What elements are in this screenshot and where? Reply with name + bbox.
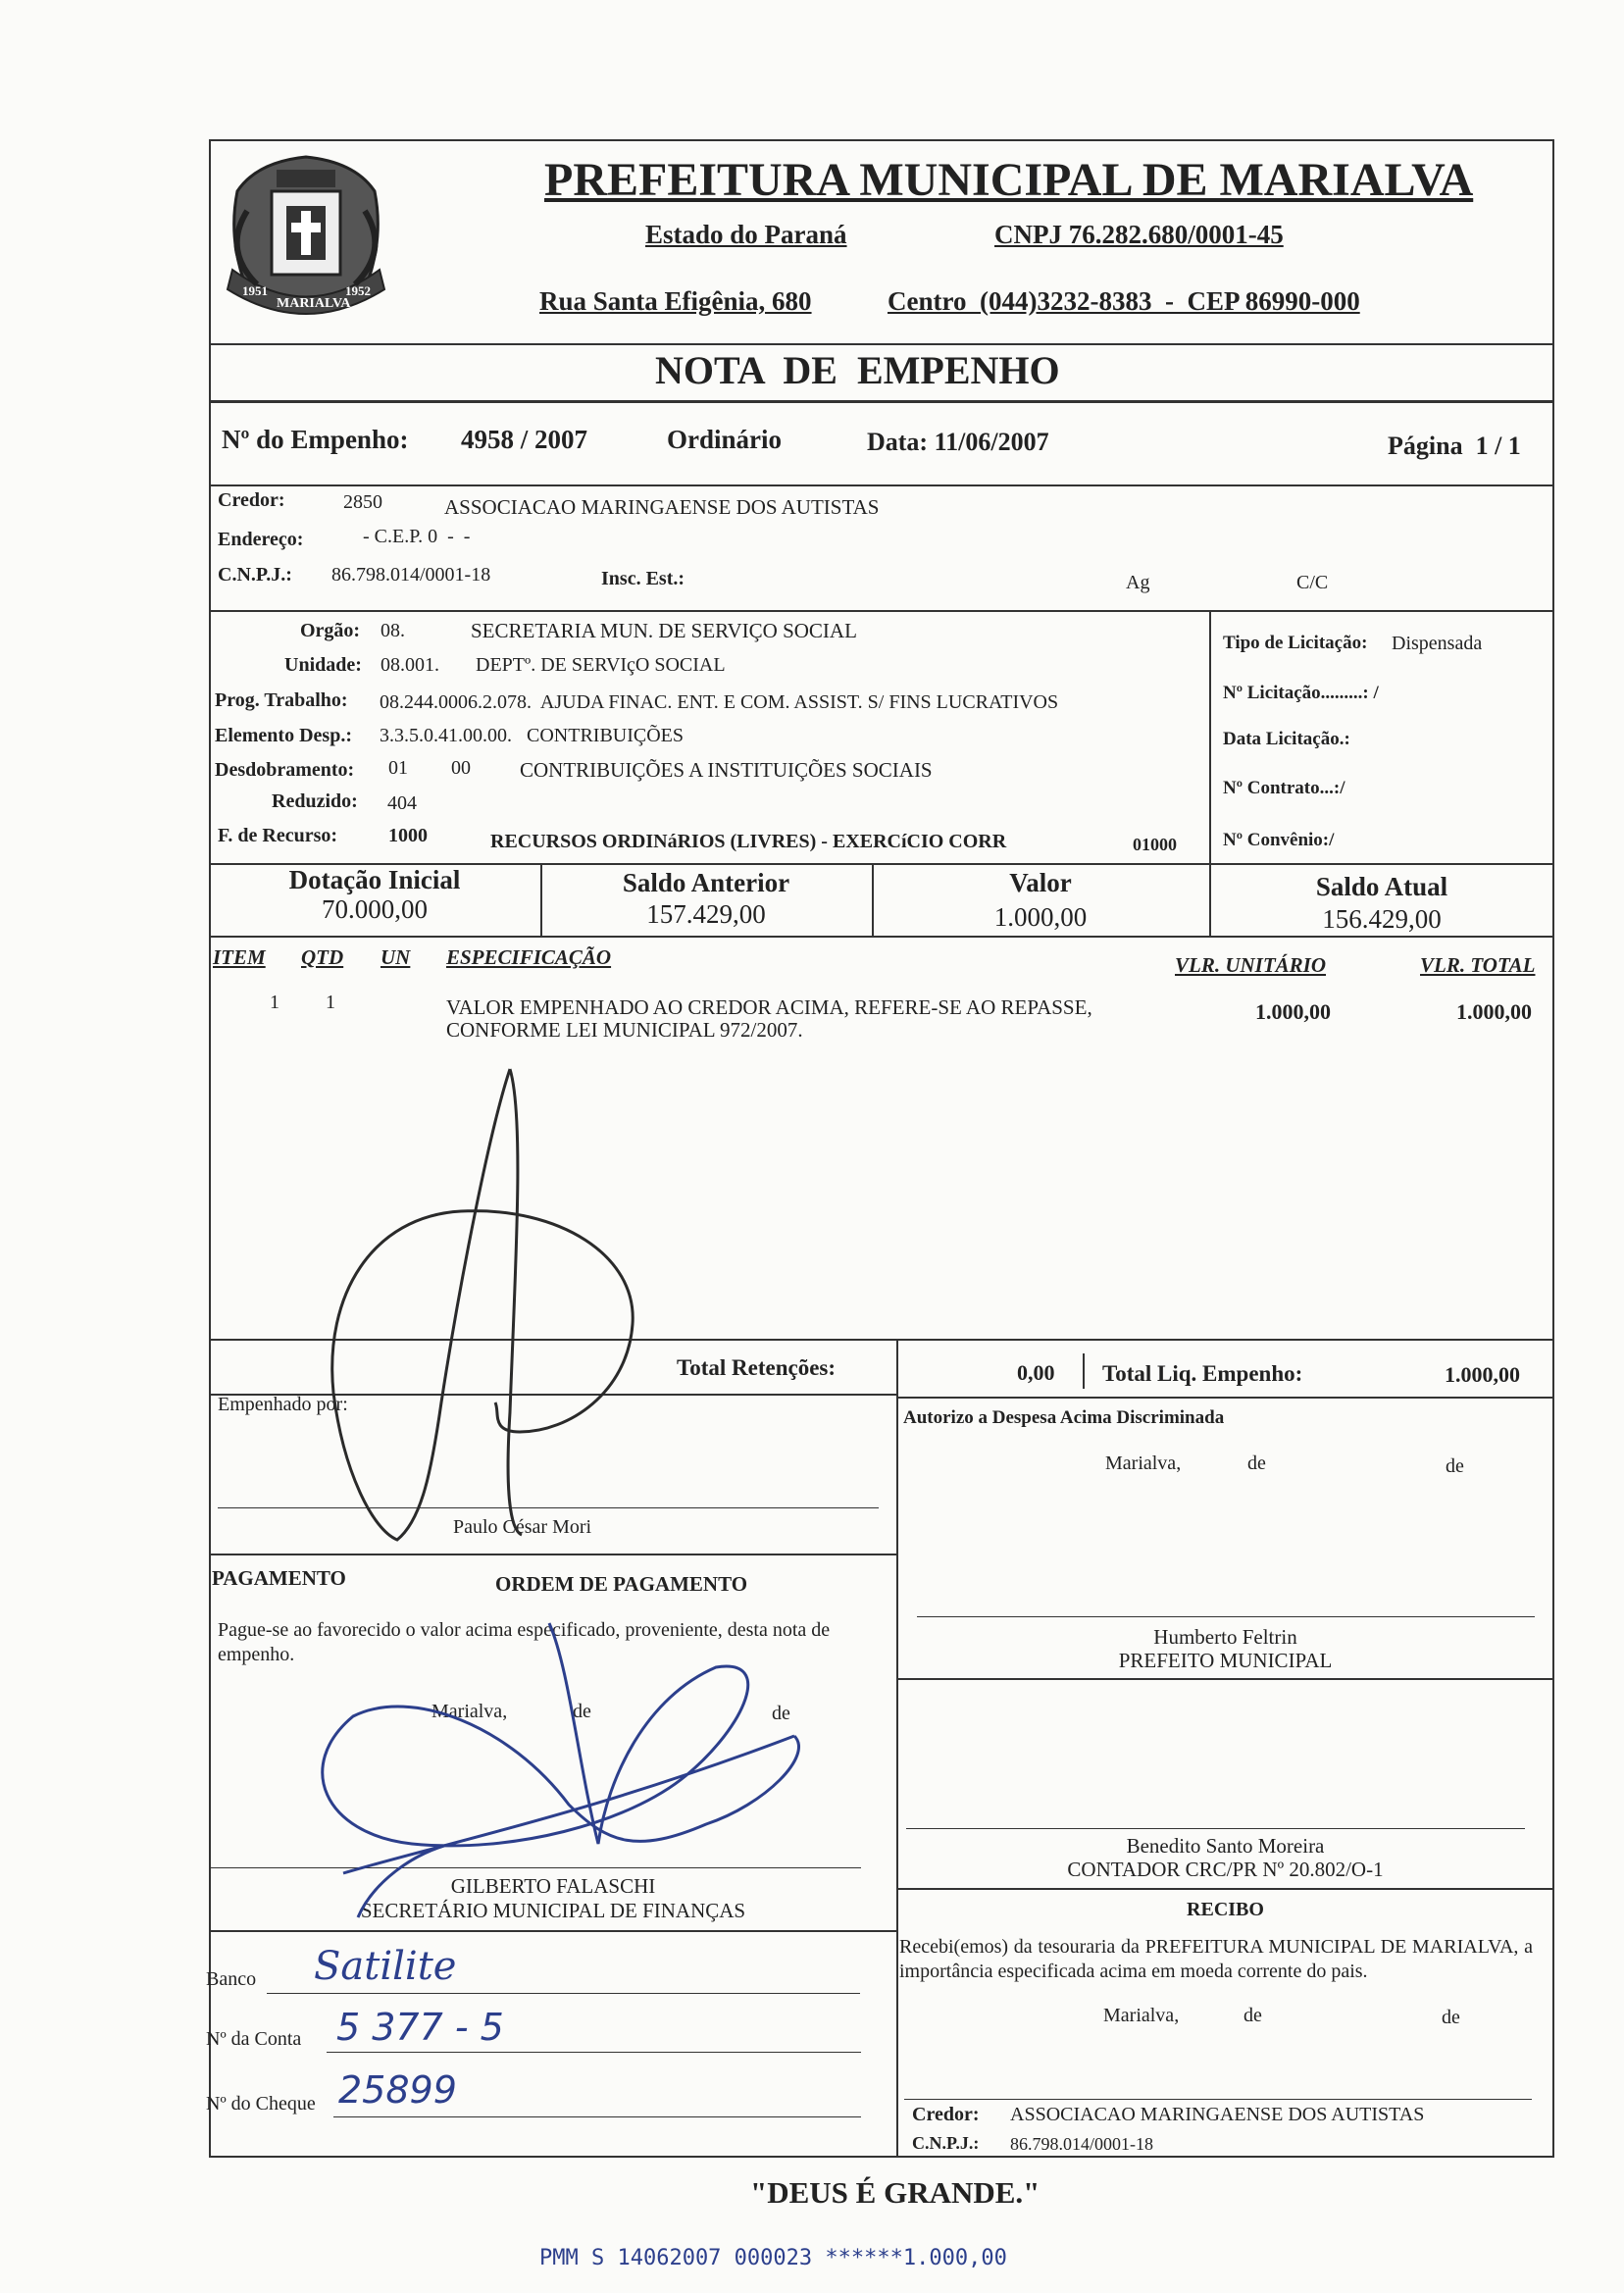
- banco-value: Satilite: [314, 1944, 457, 1989]
- divider: [896, 1339, 898, 1394]
- unidade-label: Unidade:: [284, 654, 362, 676]
- divider: [209, 1554, 897, 1555]
- contador-name: Benedito Santo Moreira: [1126, 1834, 1325, 1858]
- divider: [209, 343, 1554, 345]
- item-number: 1: [270, 992, 279, 1013]
- endereco-label: Endereço:: [218, 529, 304, 550]
- prefeito-role: PREFEITO MUNICIPAL: [1118, 1649, 1333, 1672]
- recibo-cnpj-value: 86.798.014/0001-18: [1010, 2134, 1153, 2154]
- empenho-label: Nº do Empenho:: [222, 425, 409, 454]
- numero-convenio: Nº Convênio:/: [1223, 830, 1335, 850]
- signature-line: [210, 1867, 861, 1868]
- col-vlr-unitario: VLR. UNITÁRIO: [1175, 953, 1327, 977]
- municipal-seal: [218, 152, 394, 333]
- contador-role: CONTADOR CRC/PR Nº 20.802/O-1: [1067, 1858, 1384, 1881]
- conta-label: Nº da Conta: [206, 2028, 302, 2050]
- doc-title: NOTA DE EMPENHO: [655, 348, 1060, 392]
- recurso-name: RECURSOS ORDINáRIOS (LIVRES) - EXERCíCIO CORR: [490, 831, 1007, 852]
- pagamento-city: Marialva,: [431, 1701, 508, 1722]
- autorizo-city: Marialva,: [1105, 1452, 1182, 1474]
- recibo-title: RECIBO: [1187, 1899, 1264, 1920]
- valor-label: Valor: [1009, 868, 1072, 897]
- data-licitacao: Data Licitação.:: [1223, 729, 1350, 749]
- total-retencoes-label: Total Retenções:: [677, 1355, 837, 1380]
- recibo-credor-label: Credor:: [912, 2104, 980, 2125]
- insc-est-label: Insc. Est.:: [601, 568, 685, 589]
- divider: [1083, 1353, 1085, 1389]
- dotacao-inicial-label: Dotação Inicial: [288, 865, 461, 894]
- ordem-pagamento-label: ORDEM DE PAGAMENTO: [495, 1572, 748, 1596]
- tipo-licitacao-value: Dispensada: [1392, 633, 1483, 654]
- empenhado-label: Empenhado por:: [218, 1394, 348, 1415]
- unidade-code: 08.001.: [381, 654, 439, 676]
- recibo-city: Marialva,: [1103, 2005, 1180, 2026]
- credor-cnpj-label: C.N.P.J.:: [218, 564, 292, 586]
- recurso-code: 1000: [388, 825, 428, 846]
- cheque-value: 25899: [338, 2068, 457, 2112]
- total-liq-label: Total Liq. Empenho:: [1102, 1361, 1303, 1386]
- signature-line: [218, 1507, 879, 1508]
- cc-label: C/C: [1296, 572, 1329, 593]
- divider: [209, 1930, 897, 1932]
- dotacao-inicial-value: 70.000,00: [322, 894, 428, 924]
- desdobramento-label: Desdobramento:: [215, 759, 355, 781]
- seal-year-left: 1951: [242, 283, 268, 298]
- tipo-licitacao-label: Tipo de Licitação:: [1223, 633, 1368, 653]
- divider: [896, 1394, 898, 2158]
- seal-year-right: 1952: [345, 283, 371, 298]
- recurso-code2: 01000: [1133, 835, 1177, 854]
- divider: [209, 400, 1554, 403]
- prefeito-name: Humberto Feltrin: [1153, 1625, 1297, 1649]
- empenho-number: 4958 / 2007: [461, 425, 588, 454]
- cheque-line: [333, 2116, 861, 2117]
- item-total-value: 1.000,00: [1456, 999, 1532, 1024]
- pagamento-label: PAGAMENTO: [212, 1566, 346, 1590]
- elemento-label: Elemento Desp.:: [215, 725, 352, 746]
- signature-line: [904, 2099, 1532, 2100]
- recibo-cnpj-label: C.N.P.J.:: [912, 2133, 980, 2153]
- empenhado-name: Paulo César Mori: [453, 1516, 592, 1538]
- seal-name: MARIALVA: [277, 296, 351, 311]
- desdobramento-b: 00: [451, 757, 471, 779]
- item-description-line1: VALOR EMPENHADO AO CREDOR ACIMA, REFERE-SE AO REPASSE,: [446, 995, 1092, 1019]
- reduzido-label: Reduzido:: [272, 790, 358, 812]
- recibo-de1: de: [1243, 2005, 1262, 2026]
- credor-cnpj-value: 86.798.014/0001-18: [331, 564, 491, 586]
- saldo-anterior-label: Saldo Anterior: [622, 868, 790, 897]
- desdobramento-name: CONTRIBUIÇÕES A INSTITUIÇÕES SOCIAIS: [520, 758, 933, 782]
- divider: [896, 1678, 1554, 1680]
- recibo-de2: de: [1442, 2007, 1460, 2028]
- divider: [209, 610, 1554, 612]
- recurso-label: F. de Recurso:: [218, 825, 338, 846]
- prog-trabalho-value: 08.244.0006.2.078. AJUDA FINAC. ENT. E COM. ASSIST. S/ FINS LUCRATIVOS: [380, 691, 1059, 713]
- pagamento-de2: de: [772, 1703, 790, 1724]
- item-description-line2: CONFORME LEI MUNICIPAL 972/2007.: [446, 1018, 803, 1042]
- page-number: Página 1 / 1: [1388, 432, 1521, 460]
- signature-line: [917, 1616, 1535, 1617]
- signature-line: [906, 1828, 1525, 1829]
- credor-name: ASSOCIACAO MARINGAENSE DOS AUTISTAS: [444, 495, 880, 519]
- page-title: PREFEITURA MUNICIPAL DE MARIALVA: [544, 154, 1474, 206]
- divider: [1209, 610, 1211, 863]
- orgao-label: Orgão:: [300, 620, 361, 641]
- credor-code: 2850: [343, 491, 382, 513]
- header-cnpj: CNPJ 76.282.680/0001-45: [994, 220, 1284, 249]
- conta-line: [327, 2052, 861, 2053]
- orgao-code: 08.: [381, 620, 405, 641]
- col-qtd: QTD: [301, 945, 344, 969]
- footer-stamp: PMM S 14062007 000023 ******1.000,00: [539, 2246, 1007, 2270]
- reduzido-value: 404: [387, 792, 417, 814]
- item-qtd: 1: [326, 992, 335, 1013]
- pagamento-text: Pague-se ao favorecido o valor acima especificado, proveniente, desta nota de empenho.: [218, 1619, 831, 1665]
- col-item: ITEM: [213, 945, 266, 969]
- empenho-type: Ordinário: [667, 425, 783, 454]
- divider: [896, 1397, 1554, 1399]
- saldo-atual-value: 156.429,00: [1322, 904, 1442, 934]
- endereco-value: - C.E.P. 0 - -: [363, 526, 471, 547]
- recibo-credor-value: ASSOCIACAO MARINGAENSE DOS AUTISTAS: [1010, 2104, 1425, 2125]
- saldo-atual-label: Saldo Atual: [1315, 872, 1448, 901]
- col-un: UN: [381, 945, 411, 969]
- unidade-name: DEPTº. DE SERVIçO SOCIAL: [476, 654, 726, 676]
- col-especificacao: ESPECIFICAÇÃO: [446, 945, 612, 969]
- recibo-text: Recebi(emos) da tesouraria da PREFEITURA MUNICIPAL DE MARIALVA, a importância especificada acima em moeda corrente do pais.: [899, 1936, 1533, 1982]
- prog-trabalho-label: Prog. Trabalho:: [215, 689, 348, 711]
- elemento-value: 3.3.5.0.41.00.00. CONTRIBUIÇÕES: [380, 725, 685, 746]
- header-address: Rua Santa Efigênia, 680: [539, 286, 812, 316]
- pagamento-de1: de: [573, 1701, 591, 1722]
- credor-label: Credor:: [218, 489, 285, 511]
- divider: [209, 936, 1554, 938]
- col-vlr-total: VLR. TOTAL: [1420, 953, 1536, 977]
- secretario-role: SECRETÁRIO MUNICIPAL DE FINANÇAS: [360, 1899, 746, 1922]
- divider: [209, 1339, 1554, 1341]
- banco-line: [267, 1993, 860, 1994]
- total-liq-value: 1.000,00: [1445, 1362, 1520, 1387]
- empenho-date: Data: 11/06/2007: [867, 428, 1049, 456]
- state-label: Estado do Paraná: [645, 220, 847, 249]
- orgao-name: SECRETARIA MUN. DE SERVIÇO SOCIAL: [471, 619, 857, 642]
- header-address-rest: Centro (044)3232-8383 - CEP 86990-000: [888, 286, 1360, 316]
- autorizo-de2: de: [1446, 1455, 1464, 1477]
- divider: [209, 484, 1554, 486]
- ag-label: Ag: [1126, 572, 1150, 593]
- secretario-name: GILBERTO FALASCHI: [450, 1874, 656, 1898]
- saldo-anterior-value: 157.429,00: [646, 899, 766, 929]
- desdobramento-a: 01: [388, 757, 408, 779]
- autorizo-label: Autorizo a Despesa Acima Discriminada: [903, 1407, 1225, 1428]
- numero-contrato: Nº Contrato...:/: [1223, 778, 1345, 798]
- total-retencoes-value: 0,00: [1017, 1360, 1055, 1385]
- divider: [896, 1888, 1554, 1890]
- item-unit-value: 1.000,00: [1255, 999, 1331, 1024]
- conta-value: 5 377 - 5: [336, 2006, 504, 2049]
- autorizo-de1: de: [1247, 1452, 1266, 1474]
- valor-value: 1.000,00: [993, 902, 1088, 932]
- footer-motto: "DEUS É GRANDE.": [750, 2175, 1040, 2210]
- banco-label: Banco: [206, 1968, 257, 1990]
- cheque-label: Nº do Cheque: [206, 2093, 316, 2115]
- numero-licitacao: Nº Licitação.........: /: [1223, 683, 1379, 703]
